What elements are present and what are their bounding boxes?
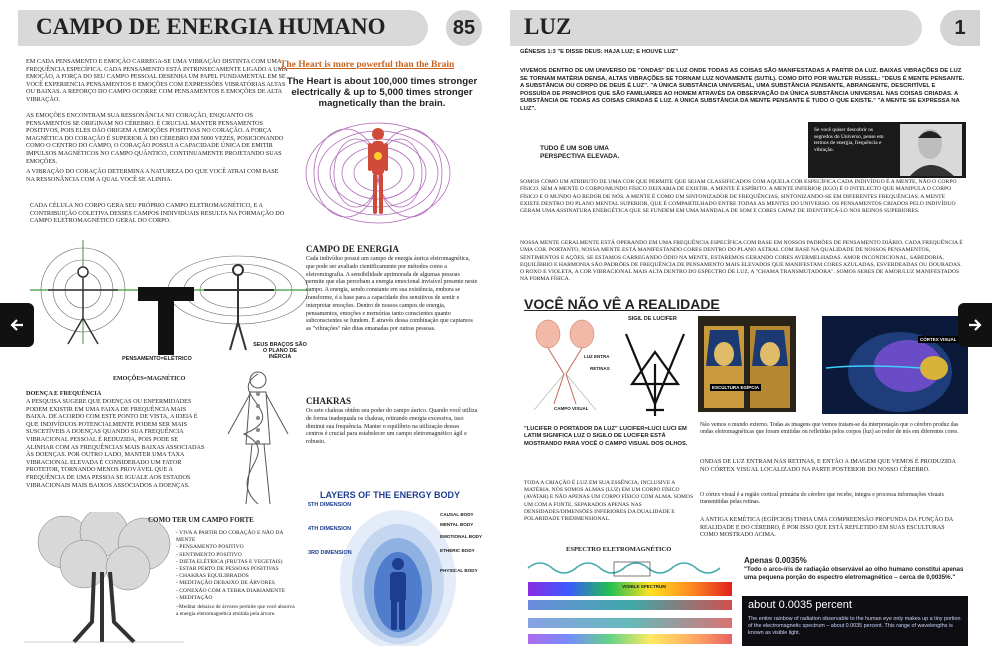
layer-left-3rd: 3RD DIMENSION [308, 550, 352, 556]
apenas-title: Apenas 0.0035% [744, 556, 807, 565]
layer-mental: MENTAL BODY [440, 522, 474, 527]
page-header [18, 10, 428, 46]
campo-text: Cada indivíduo possui um campo de energia áurica eletromagnética, que pode ser avaliado cientificamente por métodos como a eletromiografia. A sensibilidade aprimorada de algumas pessoas permite que elas percebam a energia emocional invisível presente neste campo. A energia, sendo constante em sua existência, embora se transforme, é a base para a capacidade dos sensitivos de sentir e interpretar emoções. Dentro de nossos campos de energia, pensamentos, emoções e memórias tanto conscientes quanto subconscientes se fundem. É através dessa combinação que captamos as "vibrações" não ditas emanadas por outras pessoas. [306, 256, 478, 333]
tesla-quote-box [808, 122, 966, 178]
label-luz-entra: LUZ ENTRA [584, 354, 610, 359]
spectrum-visible-label: VISIBLE SPECTRUM [622, 584, 667, 589]
arrow-right-icon [966, 316, 984, 334]
heart-torus-figure [298, 114, 458, 232]
espectro-title: ESPECTRO ELETROMAGNÉTICO [566, 546, 672, 553]
heart-headline: The Heart is more powerful than the Brain [280, 60, 455, 70]
about-percent-box [742, 596, 968, 646]
tesla-portrait [900, 124, 962, 176]
apenas-text: "Todo o arco-íris de radiação observável ao olho humano constitui apenas uma pequena porção do espectro eletromagnético – cerca de 0,0035%." [744, 566, 964, 581]
next-page-button[interactable] [958, 303, 992, 347]
tesla-quote: Se você quiser descobrir os segredos do Universo, pense em termos de energia, frequência e vibração. [814, 127, 884, 153]
cortex-text: O córtex visual é a região cortical primária do cérebro que recebe, integra e processa informações visuais transmitidas pelas retinas. [700, 492, 944, 506]
forte-title: COMO TER UM CAMPO FORTE [148, 516, 254, 524]
chakra-body-figure [214, 364, 302, 514]
chakras-text: Os sete chakras obtêm seu poder do campo áurico. Quando você utiliza de forma inadequada os chakras, retirando energia excessiva, isso diminui sua frequência. Manter o equilíbrio na utilização desses centros é crucial para estabelecer um campo eletromagnético ágil e robusto. [306, 408, 478, 446]
doenca-title: DOENÇA E FREQUÊNCIA [26, 390, 102, 397]
layer-etheric: ETHERIC BODY [440, 548, 475, 553]
electric-magnetic-figure [28, 232, 314, 360]
label-cortex: CÓRTEX VISUAL [920, 337, 957, 342]
nao-vemos-text: Não vemos o mundo externo. Todas as imagens que vemos tratam-se da interpretação que o cérebro produz das ondas eletromagnéticas que foram emitidas ou refletidas pelos corpos (luz) ao redor de nós em diferentes cores. [700, 422, 959, 436]
forte-item: - MEDITAÇÃO DEBAIXO DE ÁRVORES [176, 580, 275, 587]
arrow-left-icon [8, 316, 26, 334]
page-number: 1 [940, 10, 980, 46]
page-title: CAMPO DE ENERGIA HUMANO [36, 14, 386, 39]
layer-left-4th: 4TH DIMENSION [308, 526, 352, 532]
toda-criacao-text: TODA A CRIAÇÃO É LUZ EM SUA ESSÊNCIA, INCLUSIVE A MATÉRIA. NÓS SOMOS ALMAS (LUZ) EM UM CORPO FÍSICO (AVATAR) E NÃO APENAS UM CORPO FÍSICO COM ALMA. SOMOS UM COM A FONTE, SEPARADOS APENAS NAS DENSIDADES/DIMENSÕES INFERIORES DA DUALIDADE E POLARIDADE TRIDIMENSIONAL. [524, 480, 694, 523]
lucifer-sigil [618, 324, 692, 420]
ondas-text: ONDAS DE LUZ ENTRAM NAS RETINAS, E ENTÃO A IMAGEM QUE VEMOS É PRODUZIDA NO CÓRTEX VISUAL LOCALIZADO NA PARTE POSTERIOR DO NOSSO CÉREBRO. [700, 458, 956, 473]
label-retinas: RETINAS [590, 366, 610, 371]
intro-paragraph-3: A VIBRAÇÃO DO CORAÇÃO DETERMINA A NATUREZA DO QUE VOCÊ ATRAI COM BASE NA RESSONÂNCIA COM A QUAL VOCÊ SE ALINHA. [26, 168, 279, 183]
voce-nao-ve-title: VOCÊ NÃO VÊ A REALIDADE [524, 296, 720, 312]
layer-causal: CAUSAL BODY [440, 512, 474, 517]
forte-list [176, 530, 296, 618]
layer-emotional: EMOTIONAL BODY [440, 534, 483, 539]
forte-item: - PENSAMENTO POSITIVO [176, 544, 244, 551]
chakras-title: CHAKRAS [306, 396, 352, 406]
label-escultura: ESCULTURA EGÍPCIA [712, 385, 760, 390]
layers-title: LAYERS OF THE ENERGY BODY [320, 490, 461, 500]
right-page [510, 0, 980, 648]
nossa-text: NOSSA MENTE GERALMENTE ESTÁ OPERANDO EM UMA FREQUÊNCIA ESPECÍFICA COM BASE EM NOSSOS PADRÕES DE PENSAMENTO DIÁRIO. CADA FREQUÊNCIA É UMA COR. PORTANTO, NOSSA MENTE ESTÁ MANIFESTANDO CORES DENTRO DO PLANO ASTRAL COM BASE NA QUALIDADE DE NOSSOS PENSAMENTOS, SENTIMENTOS E AÇÕES. SE ESTAMOS CARREGANDO ÓDIO NA MENTE, ESTAREMOS GERANDO CORES AVERMELHADAS. AMOR INCONDICIONAL, SABEDORIA, EQUILÍBRIO E HARMONIA SÃO PADRÕES DE FREQUÊNCIA DE PENSAMENTO MAIS ELEVADOS QUE MANIFESTAM CORES AZULADAS, ESVERDEADAS OU DOURADAS. O ROXO E VIOLETA, A COR VIBRACIONAL MAIS ALTA DENTRO DO ESPECTRO DE LUZ, A "CHAMA TRANSMUTADORA". SOMOS SERES DE AMOR/LUZ MANIFESTADOS NA FORMA FÍSICA. [520, 240, 963, 283]
label-campo-visual: CAMPO VISUAL [554, 406, 589, 411]
sigil-label: SIGIL DE LUCIFER [628, 316, 677, 322]
doenca-text: A PESQUISA SUGERE QUE DOENÇAS OU ENFERMIDADES PODEM EXISTIR EM UMA FAIXA DE FREQUÊNCIA MAIS BAIXA. DE ACORDO COM ESTE PONTO DE VISTA, A IDEIA É QUE INDIVÍDUOS POTENCIALMENTE PODEM SER MAIS SUSCETÍVEIS A DOENÇAS QUANDO SUA FREQUÊNCIA VIBRACIONAL PESSOAL É REDUZIDA, POIS PODE SE ALINHAR COM AS FREQUÊNCIAS MAIS BAIXAS ASSOCIADAS ÀS DOENÇAS. POR OUTRO LADO, MANTER UMA TAXA VIBRACIONAL ELEVADA É CONSIDERADO UM FATOR PROTETOR, TORNANDO MENOS PROVÁVEL QUE A FREQUÊNCIA DE UMA PESSOA SE IGUALE AOS ESTADOS VIBRACIONAIS MAIS BAIXOS ASSOCIADOS A DOENÇAS. [26, 398, 205, 489]
left-page [18, 0, 488, 648]
forte-item: - MEDITAÇÃO [176, 594, 213, 601]
campo-title: CAMPO DE ENERGIA [306, 244, 400, 254]
tree-illustration [24, 512, 184, 646]
brain-visual-cortex [822, 316, 968, 414]
label-arms-inertia: SEUS BRAÇOS SÃO O PLANO DE INÉRCIA [253, 342, 307, 360]
spectrum-wavelength-label: WAVELENGTH [622, 612, 654, 617]
intro-paragraph-4: CADA CÉLULA NO CORPO GERA SEU PRÓPRIO CAMPO ELETROMAGNÉTICO, E A CONTRIBUIÇÃO COLETIVA DESSES CAMPOS INDIVIDUAIS RESULTA NA FORMAÇÃO DO CAMPO ELETROMAGNÉTICO GERAL DO CORPO. [30, 202, 285, 225]
about-title: about 0.0035 percent [748, 599, 852, 611]
page-header [510, 10, 922, 46]
about-text: The entire rainbow of radiation observable to the human eye only makes up a tiny portion of the electromagnetic spectrum – about 0.0035 percent. This range of wavelengths is known as visible light. [748, 616, 961, 636]
vivemos-text: VIVEMOS DENTRO DE UM UNIVERSO DE "ONDAS" DE LUZ ONDE TODAS AS COISAS SÃO MANIFESTADAS A PARTIR DA LUZ. BAIXAS VIBRAÇÕES DE LUZ SE TORNAM MATÉRIA DENSA, ALTAS VIBRAÇÕES SE TORNAM LUZ NOVAMENTE (SUTIL). COMO DITO POR WALTER RUSSEL: "DEUS É MENTE PENSANTE. A SUBSTÂNCIA OU CORPO DE DEUS É LUZ". "A ÚNICA SUBSTÂNCIA UNIVERSAL, UMA SUBSTÂNCIA PENSANTE, ABRANGENTE, DESCRITÍVEL E POSSUÍDA DE PRINCÍPIOS QUE SÃO FAMILIARES AO HOMEM ATRAVÉS DA OBSERVAÇÃO DA ÚNICA SUBSTÂNCIA UNIVERSAL NAS COISAS CRIADAS. A SUBSTÂNCIA DE TODAS AS COISAS CRIADAS É LUZ. A ÚNICA SUBSTÂNCIA DA MENTE PENSANTE É TUDO O QUE EXISTE." "A MENTE SE EXPRESSA NA LUZ". [520, 68, 965, 112]
tudo-e-um: TUDO É UM SOB UMA PERSPECTIVA ELEVADA. [540, 145, 620, 160]
somos-text: SOMOS COMO UM ATRIBUTO DE UMA COR QUE PERMITE QUE SEJAM CLASSIFICADOS COM AQUELA COR ESPECÍFICA CADA INDIVÍDUO É A MENTE, NÃO O CORPO FÍSICO. SEM A MENTE O CORPO/MUNDO FÍSICO DEIXARIA DE EXISTIR. A MENTE É ESPÍRITO. A MENTE INFERIOR (EGO) É O INTELECTO QUE MANIPULA O CORPO FÍSICO E O MUNDO AO REDOR DE NÓS. A MENTE É COMO UM SINTONIZADOR DE FREQUÊNCIAS, SINTONIZANDO-SE EM DIFERENTES FREQUÊNCIAS. A MENTE EXISTE DENTRO DO PLANO MENTAL SUPERIOR, QUE É COMPARTILHADO ENTRE TODAS AS MENTES DO UNIVERSO. OS PENSAMENTOS CRIADOS PELO INDIVÍDUO GERAM UMA ASSINATURA ENERGÉTICA QUE SE FUNDEM EM UMA MANDALA DE SOM E CORES CAPAZ DE IDENTIFICÁ-LO NOS REINOS SUPERIORES. [520, 179, 957, 215]
forte-item: - ESTAR PERTO DE PESSOAS POSITIVAS [176, 566, 279, 573]
forte-item: - CHAKRAS EQUILIBRADOS [176, 573, 249, 580]
layer-left-5th: 5TH DIMENSION [308, 502, 352, 508]
layer-physical: PHYSICAL BODY [440, 568, 478, 573]
intro-paragraph-2: AS EMOÇÕES ENCONTRAM SUA RESSONÂNCIA NO CORAÇÃO, ENQUANTO OS PENSAMENTOS SE ORIGINAM NO CÉREBRO. É CRUCIAL MANTER PENSAMENTOS POSITIVOS, POIS ELES DÃO ORIGEM A EMOÇÕES POSITIVAS NO CORAÇÃO. A FORÇA MAGNÉTICA DO CORAÇÃO É SUPERIOR À DO CÉREBRO EM 5000 VEZES, POSICIONANDO COMO O CENTRO DO CAMPO, O CORAÇÃO POSSUI A CAPACIDADE ÚNICA DE EMITIR IMPULSOS MAGNÉTICOS NO CAMPO QUÂNTICO, CONTINUAMENTE PROJETANDO SUAS EMOÇÕES. [26, 112, 284, 165]
eye-optics-figure [524, 314, 608, 412]
prev-page-button[interactable] [0, 303, 34, 347]
page-title: LUZ [524, 14, 572, 39]
label-thought-electric: PENSAMENTO=ELÉTRICO [122, 356, 192, 362]
egyptian-sculpture [698, 316, 796, 412]
forte-item: - DIETA ELÉTRICA (FRUTAS E VEGETAIS) [176, 558, 283, 565]
heart-text: The Heart is about 100,000 times stronger electrically & up to 5,000 times stronger magnetically than the brain. [286, 76, 478, 109]
forte-item: - CONEXÃO COM A TERRA DIARIAMENTE [176, 587, 286, 594]
electromagnetic-spectrum-chart [524, 556, 736, 648]
forte-note: ~Meditar debaixo de árvores permite que você absorva a energia eletromagnética emitida pela árvore. [176, 604, 295, 618]
lucifer-text: "LUCIFER O PORTADOR DA LUZ" LUCIFER=LUCI LUCI EM LATIM SIGNIFICA LUZ O SIGILO DE LUCIFER ESTÁ MOSTRANDO PARA VOCÊ O CAMPO VISUAL DOS OLHOS. [524, 426, 688, 447]
label-emotions-magnetic: EMOÇÕES=MAGNÉTICO [113, 376, 186, 382]
genesis-quote: GÊNESIS 1:3 "E DISSE DEUS: HAJA LUZ; E HOUVE LUZ" [520, 49, 678, 55]
forte-item: - SENTIMENTO POSITIVO [176, 551, 242, 558]
page-number: 85 [446, 10, 482, 46]
intro-paragraph-1: EM CADA PENSAMENTO E EMOÇÃO CARREGA-SE UMA VIBRAÇÃO DISTINTA COM UMA FREQUÊNCIA ESPECÍFICA. CADA PENSAMENTO ESTÁ INTRINSECAMENTE LIGADO A UMA EMOÇÃO, A FORÇA DO SEU CAMPO PESSOAL DESENHA UM PAPEL FUNDAMENTAL EM SE VOCÊ EXPERIENCIA PENSAMENTOS E EMOÇÕES COM EXPRESSÕES VIBRATÓRIAS ALTAS OU BAIXAS. A REFORÇO DO CAMPO OCORRE COM PENSAMENTOS E EMOÇÕES DE ALTA VIBRAÇÃO. [26, 58, 288, 103]
antiga-text: A ANTIGA KEMÉTICA (EGÍPCIOS) TINHA UMA COMPREENSÃO PROFUNDA DA FUNÇÃO DA REALIDADE E DO CÉREBRO, É POR ISSO QUE ESTÁ REFLETIDO EM SUAS ESCULTURAS COMO MOSTRADO ACIMA. [700, 517, 953, 539]
forte-item: - VIVA A PARTIR DO CORAÇÃO E NÃO DA MENTE [176, 530, 284, 544]
